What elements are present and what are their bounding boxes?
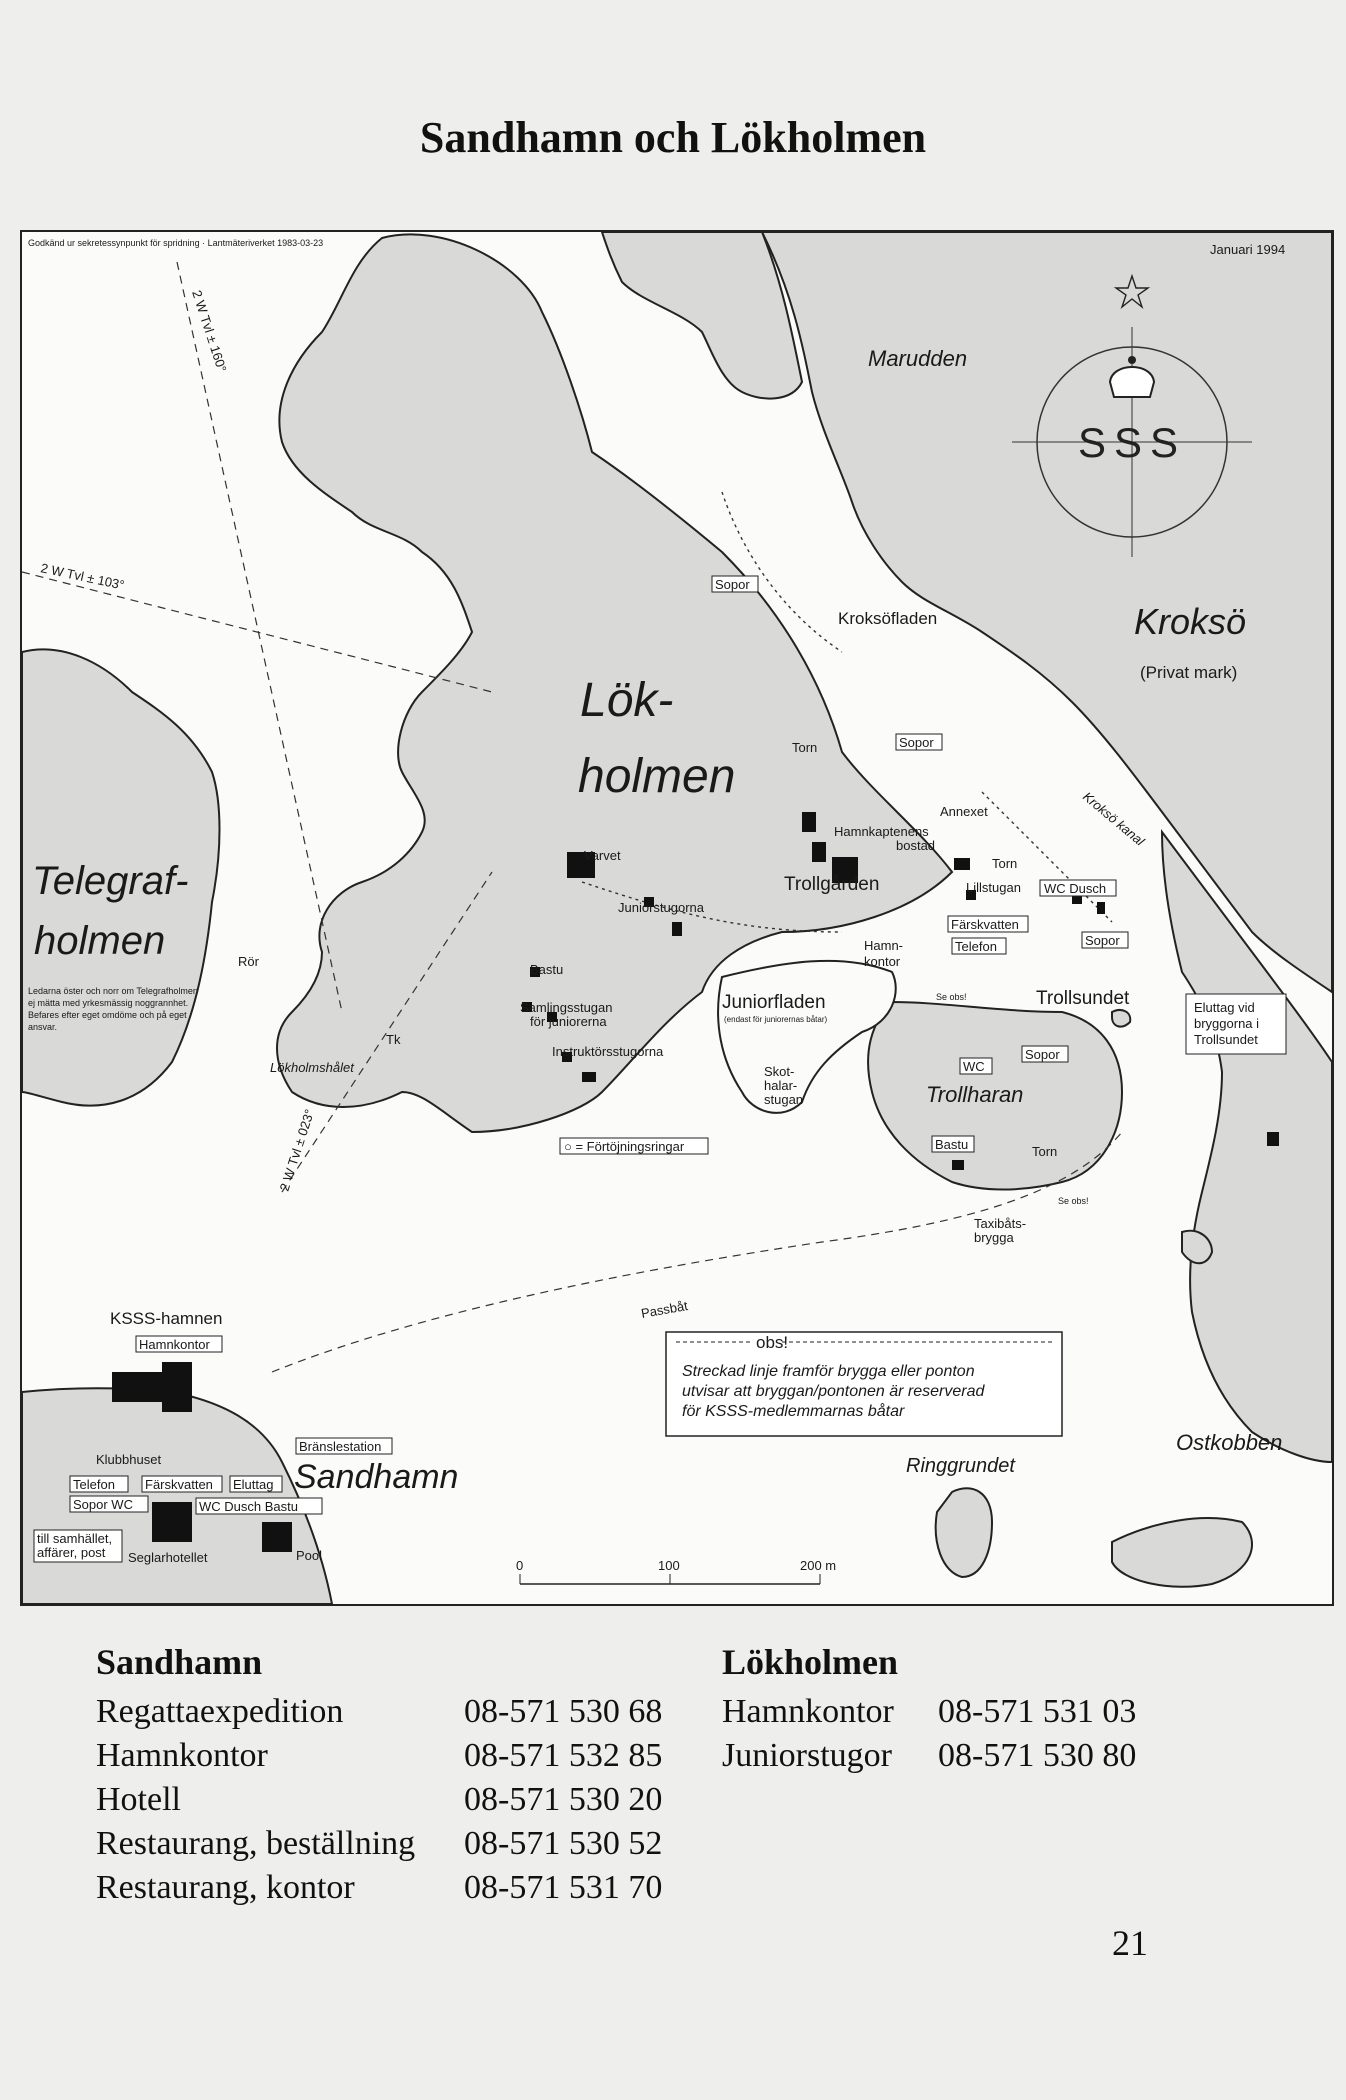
ringgrundet-label: Ringgrundet <box>906 1455 1015 1477</box>
bostad-label: bostad <box>896 838 936 853</box>
obs-heading: obs! <box>756 1333 789 1352</box>
scale-zero: 0 <box>516 1558 524 1573</box>
contact-label: Hamnkontor <box>96 1737 268 1774</box>
ledarna-line-3: Befares efter eget omdöme och på eget <box>28 1010 187 1020</box>
ror-label: Rör <box>238 954 259 969</box>
contact-label: Juniorstugor <box>722 1737 892 1774</box>
ledarna-line-1: Ledarna öster och norr om Telegrafholmen <box>28 986 198 996</box>
eluttag-box-line-2: bryggorna i <box>1194 1016 1260 1031</box>
ledarna-line-2: ej mätta med yrkesmässig noggrannhet. <box>28 998 189 1008</box>
ksss-hamnen-label: KSSS-hamnen <box>110 1309 223 1328</box>
map <box>20 230 1334 1606</box>
eluttag-box <box>1186 994 1286 1054</box>
sandhamn-heading: Sandhamn <box>96 1642 263 1682</box>
juniorfladen-label: Juniorfladen <box>722 992 826 1013</box>
obs-line-2: utvisar att bryggan/pontonen är reserverad <box>682 1383 985 1400</box>
branslestation-label: Bränslestation <box>299 1439 382 1454</box>
contact-row <box>96 1822 716 1866</box>
tk-label: Tk <box>386 1032 401 1047</box>
sandhamn-contacts <box>96 1640 716 1910</box>
lokholmen-label-1: Lök- <box>580 674 674 727</box>
obs-box <box>666 1332 1062 1436</box>
lead-023: 2 W Tvl ± 023° <box>276 1107 318 1193</box>
farskvatten-ksss-label: Färskvatten <box>145 1477 213 1492</box>
ledarna-line-4: ansvar. <box>28 1022 58 1032</box>
eluttag-ksss-label: Eluttag <box>233 1477 274 1492</box>
lokholmshalet-label: Lökholmshålet <box>270 1060 354 1075</box>
contact-row <box>722 1734 1222 1778</box>
marudden-label: Marudden <box>868 346 968 371</box>
contact-phone: 08-571 530 20 <box>464 1781 663 1818</box>
sopor-label-4: Sopor <box>1025 1047 1060 1062</box>
krokso-note: (Privat mark) <box>1140 663 1238 682</box>
samhallet-label-1: till samhället, <box>37 1531 113 1546</box>
kroksofladen-label: Kroksöfladen <box>838 609 938 628</box>
trollsundet-label: Trollsundet <box>1036 988 1130 1009</box>
contact-label: Regattaexpedition <box>96 1693 344 1730</box>
contact-phone: 08-571 531 03 <box>938 1693 1137 1730</box>
page-number: 21 <box>1112 1923 1148 1963</box>
fortojning-label: ○ = Förtöjningsringar <box>564 1139 685 1154</box>
scale-bar <box>516 1558 836 1584</box>
contact-phone: 08-571 531 70 <box>464 1869 663 1906</box>
sandhamn-land <box>22 1388 332 1604</box>
telefon-ksss-label: Telefon <box>73 1477 115 1492</box>
contact-row <box>722 1690 1222 1734</box>
wc-dusch-bastu-label: WC Dusch Bastu <box>199 1499 298 1514</box>
eluttag-box-line-1: Eluttag vid <box>1194 1000 1255 1015</box>
torn-label-3: Torn <box>1032 1144 1058 1159</box>
contact-label: Restaurang, kontor <box>96 1869 355 1906</box>
eluttag-box-line-3: Trollsundet <box>1194 1032 1258 1047</box>
contact-label: Hamnkontor <box>722 1693 894 1730</box>
contact-row <box>96 1778 716 1822</box>
contact-label: Restaurang, beställning <box>96 1825 416 1862</box>
samlingsstugan-label: Samlingsstugan <box>520 1000 613 1015</box>
skothalar-label-3: stugan <box>764 1092 804 1107</box>
obs-line-3: för KSSS-medlemmarnas båtar <box>682 1403 905 1420</box>
hamnkontor-label-1: Hamn- <box>864 938 904 953</box>
contact-phone: 08-571 530 52 <box>464 1825 663 1862</box>
scale-mid: 100 <box>658 1558 680 1573</box>
torn-label-1: Torn <box>792 740 818 755</box>
sopor-wc-label: Sopor WC <box>73 1497 133 1512</box>
passbat-label: Passbåt <box>639 1298 689 1321</box>
varvet-label: Varvet <box>584 848 621 863</box>
contact-row <box>96 1690 716 1734</box>
sandhamn-label: Sandhamn <box>294 1458 459 1496</box>
bastu-label-1: Bastu <box>530 962 564 977</box>
wc-label: WC <box>963 1059 985 1074</box>
se-obs-label-2: Se obs! <box>1058 1196 1089 1206</box>
obs-line-1: Streckad linje framför brygga eller ponton <box>682 1363 975 1380</box>
skothalar-label-2: halar- <box>764 1078 798 1093</box>
hamnkontor-ksss-label: Hamnkontor <box>139 1337 210 1352</box>
juniorfladen-note: (endast för juniorernas båtar) <box>724 1015 828 1024</box>
map-canvas <box>22 232 1332 1604</box>
skothalar-label-1: Skot- <box>764 1064 795 1079</box>
sopor-label-3: Sopor <box>1085 933 1120 948</box>
telegraf-label-2: holmen <box>34 919 166 963</box>
sopor-label-1: Sopor <box>715 577 750 592</box>
lokholmen-contacts <box>722 1640 1222 1778</box>
scale-end: 200 m <box>800 1558 837 1573</box>
ostkobben-rock <box>1112 1518 1252 1587</box>
annexet-label: Annexet <box>940 804 988 819</box>
telegraf-label-1: Telegraf- <box>32 859 189 903</box>
contact-phone: 08-571 530 68 <box>464 1693 663 1730</box>
bastu-label-2: Bastu <box>935 1137 969 1152</box>
krokso-label: Kroksö <box>1134 601 1247 642</box>
lead-103: 2 W Tvl ± 103° <box>39 560 126 593</box>
samhallet-label-2: affärer, post <box>37 1545 106 1560</box>
taxibats-label-1: Taxibåts- <box>974 1216 1027 1231</box>
lead-160: 2 W Tvl ± 160° <box>189 288 230 374</box>
page-title: Sandhamn och Lökholmen <box>419 113 927 162</box>
seglarhotellet-label: Seglarhotellet <box>128 1550 208 1565</box>
krokso-kanal-label: Kroksö kanal <box>1080 788 1148 849</box>
contact-phone: 08-571 530 80 <box>938 1737 1137 1774</box>
lillstugan-label: Lillstugan <box>966 880 1021 895</box>
se-obs-label-1: Se obs! <box>936 992 967 1002</box>
instruktorsstugorna-label: Instruktörsstugorna <box>552 1044 664 1059</box>
taxibats-label-2: brygga <box>974 1230 1014 1245</box>
hamnkontor-label-2: kontor <box>864 954 901 969</box>
juniorstugorna-label: Juniorstugorna <box>618 900 704 915</box>
contact-label: Hotell <box>96 1781 181 1818</box>
torn-label-2: Torn <box>992 856 1018 871</box>
map-date: Januari 1994 <box>1210 242 1286 257</box>
approval-note: Godkänd ur sekretessynpunkt för spridning · Lantmäteriverket 1983-03-23 <box>28 238 324 248</box>
ostkobben-label: Ostkobben <box>1176 1430 1283 1455</box>
klubbhuset-label: Klubbhuset <box>96 1452 162 1467</box>
for-juniorerna-label: för juniorerna <box>530 1014 607 1029</box>
contact-phone: 08-571 532 85 <box>464 1737 663 1774</box>
trollgarden-label: Trollgården <box>784 874 880 895</box>
hamnkaptenens-label: Hamnkaptenens <box>834 824 929 839</box>
pool-label: Pool <box>296 1548 323 1563</box>
contact-row <box>96 1866 716 1910</box>
wc-dusch-label-1: WC Dusch <box>1044 881 1107 896</box>
telefon-label: Telefon <box>955 939 997 954</box>
trollharan-label: Trollharan <box>926 1082 1024 1107</box>
logo-letters: SSS <box>1077 419 1187 466</box>
ringgrundet-rock <box>936 1488 992 1577</box>
sopor-label-2: Sopor <box>899 735 934 750</box>
contact-row <box>96 1734 716 1778</box>
marudden-island <box>602 232 802 399</box>
farskvatten-label: Färskvatten <box>951 917 1019 932</box>
lokholmen-label-2: holmen <box>578 750 736 803</box>
lokholmen-heading: Lökholmen <box>722 1642 899 1682</box>
